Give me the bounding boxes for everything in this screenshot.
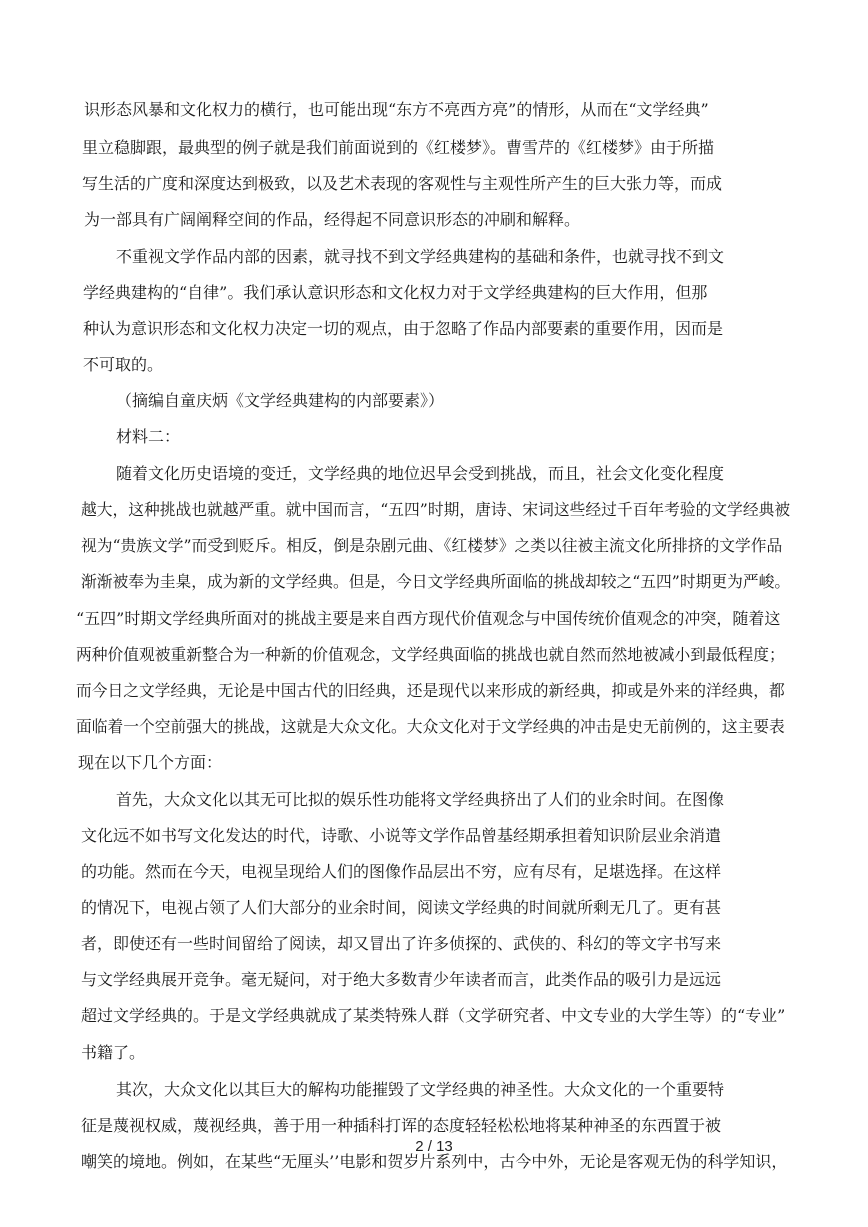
text-line: 随着文化历史语境的变迁，文学经典的地位迟早会受到挑战，而且，社会文化变化程度 [116, 464, 725, 483]
text-line: 渐渐被奉为圭臬，成为新的文学经典。但是，今日文学经典所面临的挑战却较之“五四”时期更为严峻。 [81, 572, 791, 591]
text-line: 面临着一个空前强大的挑战，这就是大众文化。大众文化对于文学经典的冲击是史无前例的，这主要表 [76, 717, 785, 736]
text-line: 而今日之文学经典，无论是中国古代的旧经典，还是现代以来形成的新经典，抑或是外来的洋经典，都 [76, 681, 785, 700]
text-line: 征是蔑视权威，蔑视经典，善于用一种插科打诨的态度轻轻松松地将某种神圣的东西置于被 [81, 1116, 722, 1135]
text-line: “五四”时期文学经典所面对的挑战主要是来自西方现代价值观念与中国传统价值观念的冲突，随着这 [76, 609, 781, 628]
text-line: 其次，大众文化以其巨大的解构功能摧毁了文学经典的神圣性。大众文化的一个重要特 [116, 1080, 725, 1099]
text-line: 材料二： [116, 427, 181, 446]
text-line: 嘲笑的境地。例如，在某些“无厘头’’电影和贺岁片系列中，古今中外，无论是客观无伪的科学知识， [81, 1152, 788, 1171]
text-line: 不可取的。 [83, 355, 164, 374]
text-line: 的情况下，电视占领了人们大部分的业余时间，阅读文学经典的时间就所剩无几了。更有甚 [81, 898, 722, 917]
text-line: 现在以下几个方面： [78, 753, 223, 772]
text-line: 首先，大众文化以其无可比拟的娱乐性功能将文学经典挤出了人们的业余时间。在图像 [116, 790, 725, 809]
text-line: 者，即使还有一些时间留给了阅读，却又冒出了许多侦探的、武侠的、科幻的等文字书写来 [81, 934, 722, 953]
text-line: 两种价值观被重新整合为一种新的价值观念，文学经典面临的挑战也就自然而然地被减小到最低程度； [76, 645, 785, 664]
text-line: 越大，这种挑战也就越严重。就中国而言，“五四”时期，唐诗、宋词这些经过千百年考验的文学经典被 [81, 500, 791, 519]
text-line: 识形态风暴和文化权力的横行，也可能出现“东方不亮西方亮”的情形，从而在“文学经典” [84, 100, 709, 119]
text-line: 学经典建构的“自律”。我们承认意识形态和文化权力对于文学经典建构的巨大作用，但那 [83, 283, 708, 302]
text-line: 与文学经典展开竞争。毫无疑问，对于绝大多数青少年读者而言，此类作品的吸引力是远远 [81, 970, 722, 989]
text-line: 为一部具有广阔阐释空间的作品，经得起不同意识形态的冲刷和解释。 [84, 210, 581, 229]
text-line: 文化远不如书写文化发达的时代，诗歌、小说等文学作品曾基经期承担着知识阶层业余消遣 [81, 826, 722, 845]
text-line: 不重视文学作品内部的因素，就寻找不到文学经典建构的基础和条件，也就寻找不到文 [116, 247, 725, 266]
text-line: （摘编自童庆炳《文学经典建构的内部要素》） [116, 391, 445, 410]
text-line: 视为“贵族文学”而受到贬斥。相反，倒是杂剧元曲、《红楼梦》之类以往被主流文化所排挤的文学作品 [81, 536, 783, 555]
text-line: 的功能。然而在今天，电视呈现给人们的图像作品层出不穷，应有尽有，足堪选择。在这样 [81, 862, 722, 881]
text-line: 超过文学经典的。于是文学经典就成了某类特殊人群（文学研究者、中文专业的大学生等）的“专业” [81, 1006, 786, 1025]
text-line: 种认为意识形态和文化权力决定一切的观点，由于忽略了作品内部要素的重要作用，因而是 [83, 319, 724, 338]
text-line: 里立稳脚跟，最典型的例子就是我们前面说到的《红楼梦》。曹雪芹的《红楼梦》由于所描 [82, 138, 715, 157]
page-number: 2 / 13 [415, 1138, 453, 1155]
text-line: 书籍了。 [81, 1043, 146, 1062]
text-line: 写生活的广度和深度达到极致，以及艺术表现的客观性与主观性所产生的巨大张力等，而成 [82, 174, 723, 193]
